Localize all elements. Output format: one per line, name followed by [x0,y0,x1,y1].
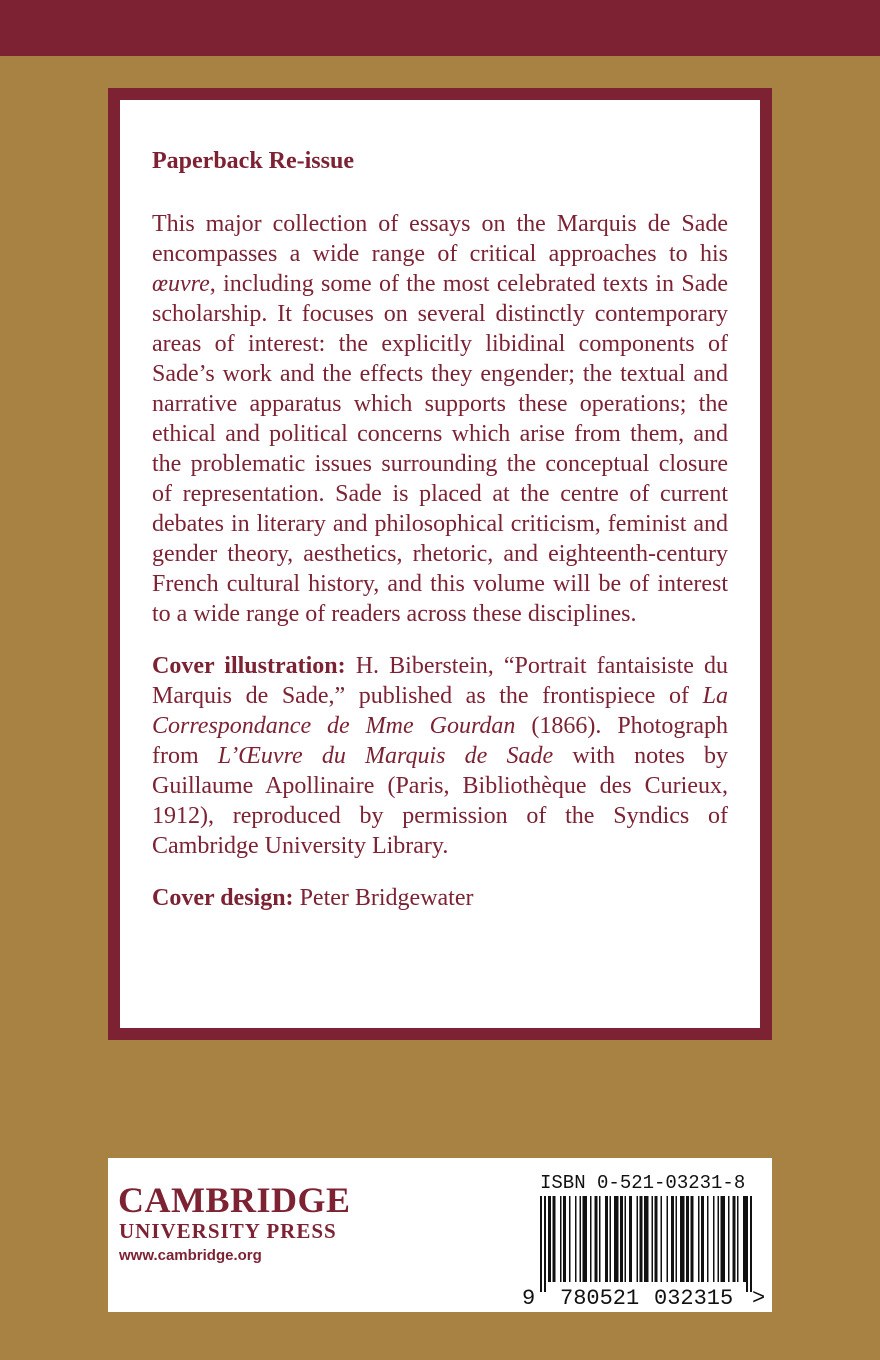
barcode [520,1196,770,1308]
cover-illustration-text3: with notes by Guillaume Apollinaire (Paris, Bibliothèque des Curieux, 1912), reproduced by permission of the Syndics of Cambridge University Library. [152,743,728,859]
barcode-bar [680,1196,685,1282]
barcode-bar [698,1196,700,1282]
barcode-bar [580,1196,582,1282]
barcode-bar [560,1196,562,1282]
barcode-bar [595,1196,598,1282]
description-italic-word: œuvre [152,271,210,297]
barcode-bar [599,1196,601,1282]
publisher-logo-subname: UNIVERSITY PRESS [119,1219,337,1243]
publisher-logo-name: CAMBRIDGE [118,1180,351,1220]
barcode-bar [563,1196,566,1282]
publisher-website: www.cambridge.org [119,1247,262,1264]
barcode-first-digit: 9 [522,1286,536,1308]
barcode-bar [569,1196,571,1282]
barcode-guard-bar [544,1196,546,1292]
barcode-arrow: > [752,1286,766,1308]
barcode-bar [713,1196,715,1282]
description-panel [120,100,760,1028]
section-heading: Paperback Re-issue [152,148,354,174]
cover-design-credit [152,883,728,913]
barcode-bar [718,1196,720,1282]
barcode-bar [655,1196,658,1282]
barcode-bar [605,1196,608,1282]
barcode-bar [610,1196,612,1282]
barcode-bar [614,1196,619,1282]
barcode-bar [644,1196,649,1282]
barcode-bar [640,1196,643,1282]
barcode-guard-bar [540,1196,542,1292]
publisher-isbn-box [108,1158,772,1312]
barcode-bar [743,1196,746,1282]
barcode-bar [553,1196,556,1282]
cover-illustration-text1: H. Biberstein, “Portrait fantaisiste du Marquis de Sade,” published as the frontispiece of [152,653,729,709]
barcode-bar [661,1196,663,1282]
barcode-bar [548,1196,551,1282]
cover-illustration-label: Cover illustration: [152,653,346,679]
barcode-bar [652,1196,654,1282]
barcode-bars [540,1196,752,1292]
barcode-bar [620,1196,623,1282]
barcode-bar [707,1196,709,1282]
barcode-bar [637,1196,639,1282]
barcode-bar [728,1196,730,1282]
description-part2: , including some of the most celebrated texts in Sade scholarship. It focuses on several distinctly contemporary areas of interest: the explicitly libidinal components of Sade’s work and the effects they engender; the textual and narrative apparatus which supports these operations; the ethical and political concerns which arise from them, and the problematic issues surrounding the conceptual closure of representation. Sade is placed at the centre of current debates in literary and philosophical criticism, feminist and gender theory, aesthetics, rhetoric, and eighteenth-century French cultural history, and this volume will be of interest to a wide range of readers across these disciplines. [152,271,728,627]
cover-illustration-title2: L’Œuvre du Marquis de Sade [217,743,554,769]
barcode-bar [676,1196,678,1282]
book-description [152,209,728,629]
top-color-band [0,0,880,56]
barcode-bar [575,1196,577,1282]
barcode-guard-bar [746,1196,748,1292]
description-part1: This major collection of essays on the Marquis de Sade encompasses a wide range of critical approaches to his [152,211,728,267]
barcode-bar [625,1196,627,1282]
barcode-group1: 780521 [560,1286,640,1308]
isbn-label: ISBN 0-521-03231-8 [540,1172,746,1194]
barcode-bar [583,1196,588,1282]
barcode-group2: 032315 [654,1286,734,1308]
barcode-bar [667,1196,669,1282]
cover-illustration-credit [152,651,728,861]
barcode-bar [691,1196,694,1282]
cover-design-label: Cover design: [152,885,294,911]
barcode-guard-bar [750,1196,752,1292]
barcode-bar [701,1196,704,1282]
cover-design-text: Peter Bridgewater [293,885,474,911]
barcode-bar [590,1196,592,1282]
barcode-bar [629,1196,632,1282]
barcode-bar [671,1196,674,1282]
barcode-bar [686,1196,689,1282]
barcode-bar [733,1196,736,1282]
barcode-bar [721,1196,726,1282]
cover-illustration-title1: La Correspondance de Mme Gourdan [152,683,728,739]
barcode-bar [737,1196,739,1282]
cover-illustration-text2: (1866). Photograph from [152,713,728,769]
description-panel-frame [108,88,772,1040]
